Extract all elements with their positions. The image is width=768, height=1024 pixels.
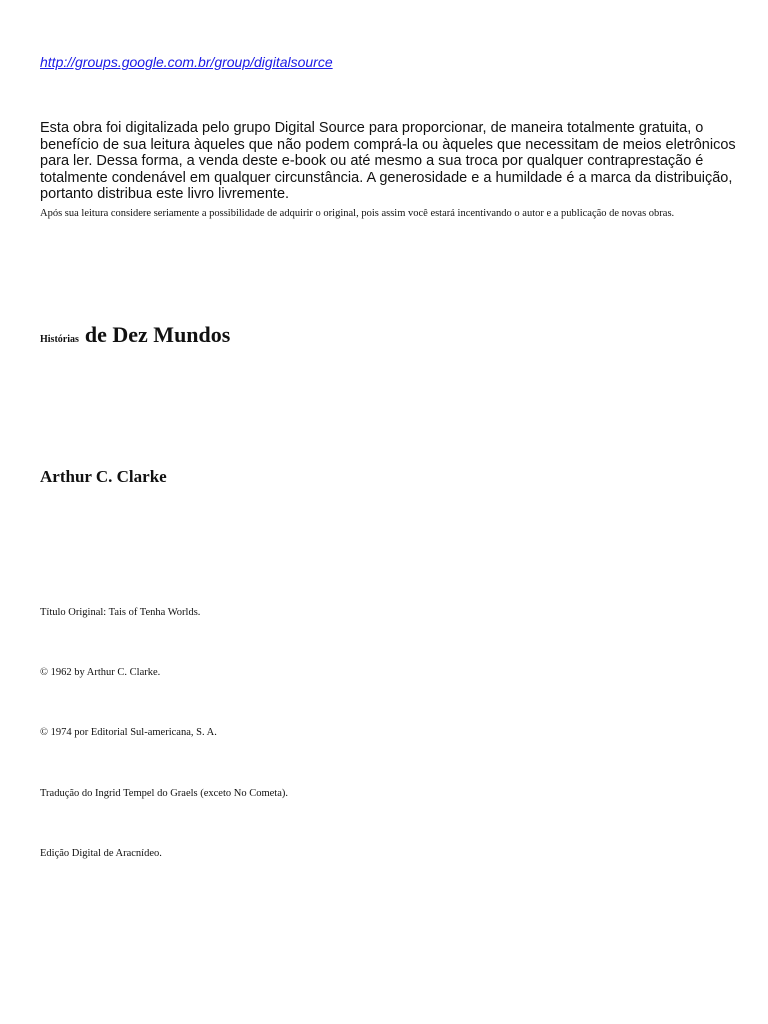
book-author: Arthur C. Clarke [40, 467, 167, 486]
copyright-1974: © 1974 por Editorial Sul-americana, S. A. [40, 727, 217, 738]
distribution-notice: Esta obra foi digitalizada pelo grupo Digital Source para proporcionar, de maneira totalmente gratuita, o benefício de sua leitura àqueles que não podem comprá-la ou àqueles que necessitam de meios eletrônicos para ler. Dessa forma, a venda deste e-book ou até mesmo a sua troca por qualquer contraprestação é totalmente condenável em qualquer circunstância. A generosidade e a humildade é a marca da distribuição, portanto distribua este livro livremente. [40, 120, 736, 202]
book-title-prefix: Histórias [40, 334, 79, 345]
digital-edition-credit: Edição Digital de Aracnídeo. [40, 848, 162, 859]
purchase-recommendation: Após sua leitura considere seriamente a possibilidade de adquirir o original, pois assim você estará incentivando o autor e a publicação de novas obras. [40, 208, 675, 219]
copyright-1962: © 1962 by Arthur C. Clarke. [40, 667, 161, 678]
book-title [40, 322, 230, 348]
digitalsource-link[interactable]: http://groups.google.com.br/group/digitalsource [40, 54, 333, 70]
translation-credit: Tradução do Ingrid Tempel do Graels (exceto No Cometa). [40, 788, 288, 799]
book-title-main: de Dez Mundos [84, 322, 231, 347]
original-title: Título Original: Tais of Tenha Worlds. [40, 607, 201, 618]
